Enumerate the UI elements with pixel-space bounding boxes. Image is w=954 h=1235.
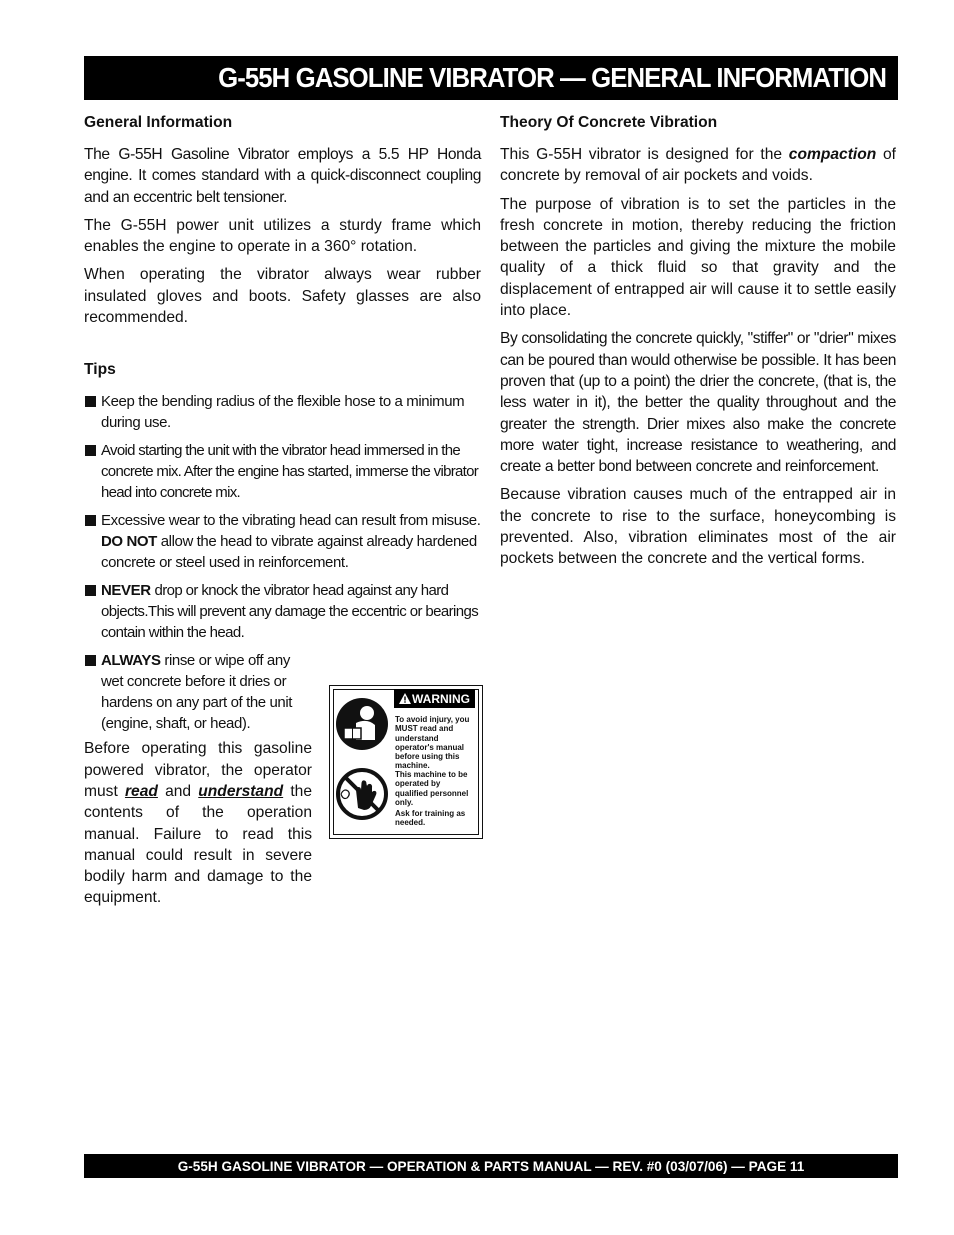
tip-text: Keep the bending radius of the flexible hose to a minimum during use. [101, 393, 465, 432]
tips-list [84, 391, 481, 734]
read-manual-icon [334, 696, 390, 752]
tip-emphasis: DO NOT [101, 533, 157, 551]
tip-item [84, 440, 481, 503]
theory-paragraph-2: The purpose of vibration is to set the particles in the fresh concrete in motion, thereby reducing the friction between the particles and giving the mixture the mobile quality of a thick fluid so that gravity and the displacement of entrapped air will cause it to settle easily into place. [500, 195, 896, 320]
page-title: G-55H GASOLINE VIBRATOR — GENERAL INFORMATION [217, 62, 886, 93]
paragraph-text: This G-55H vibrator is designed for the [500, 146, 783, 163]
bullet-square-icon [85, 445, 96, 456]
paragraph-text: and [165, 782, 192, 800]
read-emphasis: read [124, 782, 158, 800]
no-hands-prohibition-icon [334, 766, 390, 822]
tip-text: (engine, shaft, or head). [101, 715, 251, 733]
tip-item [84, 391, 481, 433]
page-title-bar [84, 56, 898, 100]
paragraph-text: Before operating this gasoline powered vibrator, the operator must [84, 740, 312, 800]
tip-item [84, 510, 481, 573]
compaction-emphasis: compaction [788, 146, 877, 163]
warning-text-training: Ask for training as needed. [395, 809, 466, 828]
paragraph-text: the contents of the operation manual. Failure to read this manual could result in severe bodily harm and damage to the equipment. [84, 782, 312, 907]
tip-item [84, 580, 481, 643]
right-column [500, 112, 896, 577]
warning-label [329, 685, 483, 839]
theory-paragraph-1 [500, 144, 896, 187]
theory-paragraph-4: Because vibration causes much of the entrapped air in the concrete to rise to the surface, honeycombing is prevented. Also, vibration eliminates most of the air pockets between the concrete and the vertical forms. [500, 486, 896, 568]
bullet-square-icon [85, 655, 96, 666]
warning-triangle-icon [399, 693, 411, 704]
tip-text: drop or knock the vibrator head against any hard objects.This will prevent any damage the eccentric or bearings contain within the head. [101, 582, 479, 642]
general-paragraph-1: The G-55H Gasoline Vibrator employs a 5.5 HP Honda engine. It comes standard with a quick-disconnect coupling and an eccentric belt tensioner. [84, 146, 481, 206]
understand-emphasis: understand [198, 782, 284, 800]
paragraph-text: of concrete by removal of air pockets and voids. [500, 146, 897, 185]
warning-text-manual: To avoid injury, you MUST read and understand operator's manual before using this machine. [395, 715, 470, 771]
warning-header-text: WARNING [412, 691, 470, 706]
footer-text: G-55H GASOLINE VIBRATOR — OPERATION & PARTS MANUAL — REV. #0 (03/07/06) — PAGE 11 [177, 1158, 805, 1174]
tip-text: rinse or wipe off any wet concrete before it dries or hardens on any part of the unit [101, 652, 293, 712]
general-paragraph-3: When operating the vibrator always wear rubber insulated gloves and boots. Safety glasses are also recommended. [84, 266, 481, 327]
bullet-square-icon [85, 585, 96, 596]
tip-text: allow the head to vibrate against already hardened concrete or steel used in reinforcement. [101, 533, 477, 572]
tip-item [84, 650, 311, 734]
tip-text: Excessive wear to the vibrating head can result from misuse. [101, 512, 481, 530]
page-footer [84, 1154, 898, 1178]
warning-text-qualified: This machine to be operated by qualified personnel only. [395, 770, 469, 807]
tip-emphasis: NEVER [101, 582, 151, 600]
general-paragraph-2: The G-55H power unit utilizes a sturdy frame which enables the engine to operate in a 360° rotation. [84, 216, 481, 256]
bullet-square-icon [85, 396, 96, 407]
theory-heading: Theory Of Concrete Vibration [500, 114, 718, 131]
theory-paragraph-3: By consolidating the concrete quickly, "stiffer" or "drier" mixes can be poured than would otherwise be possible. It has been proven that (up to a point) the drier the concrete, (that is, the less water in it), the better the quality throughout and the greater the strength. Drier mixes also make the concrete more water tight, increase resistance to weathering, and create a better bond between concrete and reinforcement. [500, 330, 896, 476]
tips-heading: Tips [84, 361, 116, 379]
tip-emphasis: ALWAYS [101, 652, 161, 670]
before-operating-paragraph [84, 738, 312, 908]
tip-text: Avoid starting the unit with the vibrator head immersed in the concrete mix. After the engine has started, immerse the vibrator head into concrete mix. [101, 442, 479, 502]
general-information-heading: General Information [84, 114, 233, 131]
bullet-square-icon [85, 515, 96, 526]
warning-header [394, 689, 475, 708]
